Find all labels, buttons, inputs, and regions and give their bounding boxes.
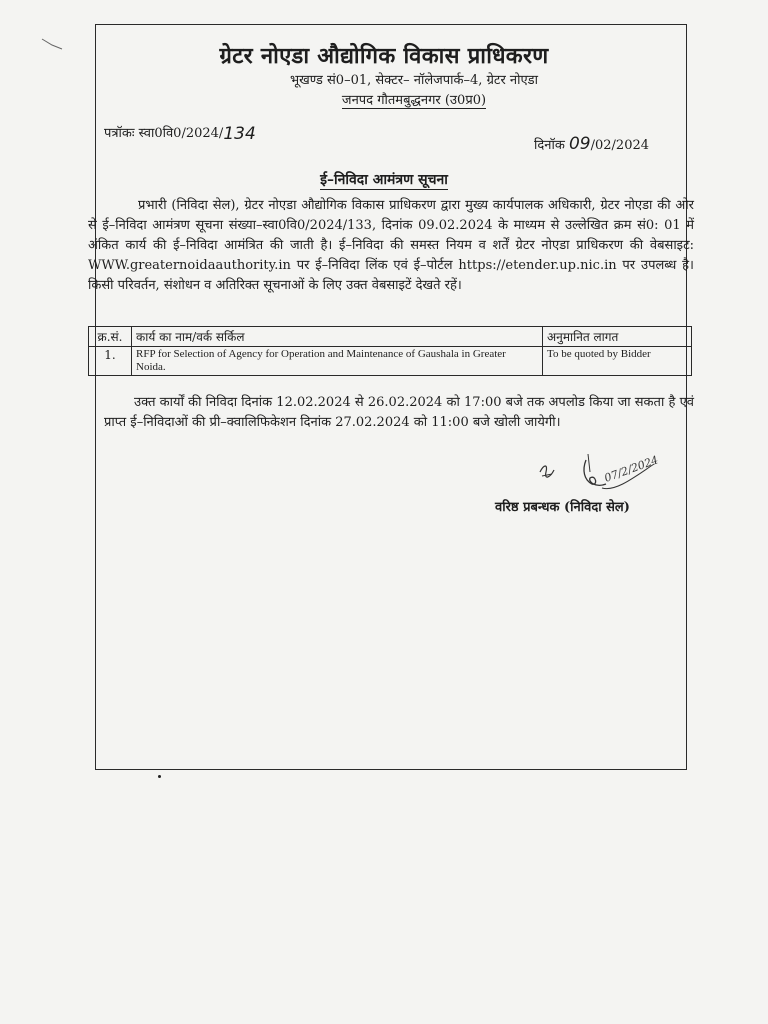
reference-number bbox=[104, 122, 256, 142]
authority-title: ग्रेटर नोएडा औद्योगिक विकास प्राधिकरण bbox=[219, 43, 549, 69]
address-line-1: भूखण्ड सं0–01, सेक्टर– नॉलेजपार्क–4, ग्रेटर नोएडा bbox=[289, 73, 538, 88]
scan-dot bbox=[158, 775, 161, 778]
handwritten-signature bbox=[536, 450, 666, 498]
date-handwritten-day: 09 bbox=[568, 134, 591, 154]
date-label: दिनॉक bbox=[534, 138, 565, 153]
header-work-name: कार्य का नाम/वर्क सर्किल bbox=[132, 327, 543, 347]
header-estimated-cost: अनुमानित लागत bbox=[543, 327, 692, 347]
issue-date bbox=[534, 134, 649, 154]
table-row bbox=[89, 347, 692, 376]
notice-paragraph-2 bbox=[104, 393, 694, 433]
paragraph-1-text: प्रभारी (निविदा सेल), ग्रेटर नोएडा औद्योगिक विकास प्राधिकरण द्वारा मुख्य कार्यपालक अधिकारी, ग्रेटर नोएडा की ओर से ई–निविदा आमंत्रण सूचना संख्या–स्वा0वि0/2024/133, दिनांक 09.02.2024 के माध्यम से उल्लेखित क्रम सं0: 01 में अंकित कार्य की ई–निविदा आमंत्रित की जाती है। ई–निविदा की समस्त नियम व शर्तें ग्रेटर नोएडा प्राधिकरण की वेबसाइट: WWW.greaternoidaauthority.in पर ई–निविदा लिंक एवं ई–पोर्टल https://etender.up.nic.in पर उपलब्ध है। किसी परिवर्तन, संशोधन व अतिरिक्त सूचनाओं के लिए उक्त वेबसाइटें देखते रहें। bbox=[88, 198, 694, 293]
tender-table bbox=[88, 326, 692, 376]
notice-heading-text: ई–निविदा आमंत्रण सूचना bbox=[320, 172, 448, 188]
row-work-name: RFP for Selection of Agency for Operation and Maintenance of Gaushala in Greater Noida. bbox=[132, 347, 543, 376]
header-serial: क्र.सं. bbox=[89, 327, 132, 347]
address-line-2 bbox=[0, 90, 768, 108]
paragraph-2-text: उक्त कार्यों की निविदा दिनांक 12.02.2024 से 26.02.2024 को 17:00 बजे तक अपलोड किया जा सकता है एवं प्राप्त ई–निविदाओं की प्री–क्वालिफिकेशन दिनांक 27.02.2024 को 11:00 बजे खोली जायेगी। bbox=[104, 395, 694, 430]
table-header-row bbox=[89, 327, 692, 347]
date-rest: /02/2024 bbox=[590, 138, 650, 153]
signature-date: 07/2/2024 bbox=[602, 453, 661, 485]
notice-paragraph-1 bbox=[88, 196, 694, 296]
reference-label: पत्रॉकः स्वा0वि0/2024/ bbox=[104, 126, 224, 141]
signatory-designation: वरिष्ठ प्रबन्धक (निविदा सेल) bbox=[495, 500, 630, 515]
notice-heading bbox=[0, 170, 768, 189]
reference-handwritten-number: 134 bbox=[223, 124, 256, 144]
row-serial: 1. bbox=[89, 347, 132, 376]
row-estimated-cost: To be quoted by Bidder bbox=[543, 347, 692, 376]
district-text: जनपद गौतमबुद्धनगर (उ0प्र0) bbox=[341, 93, 487, 108]
